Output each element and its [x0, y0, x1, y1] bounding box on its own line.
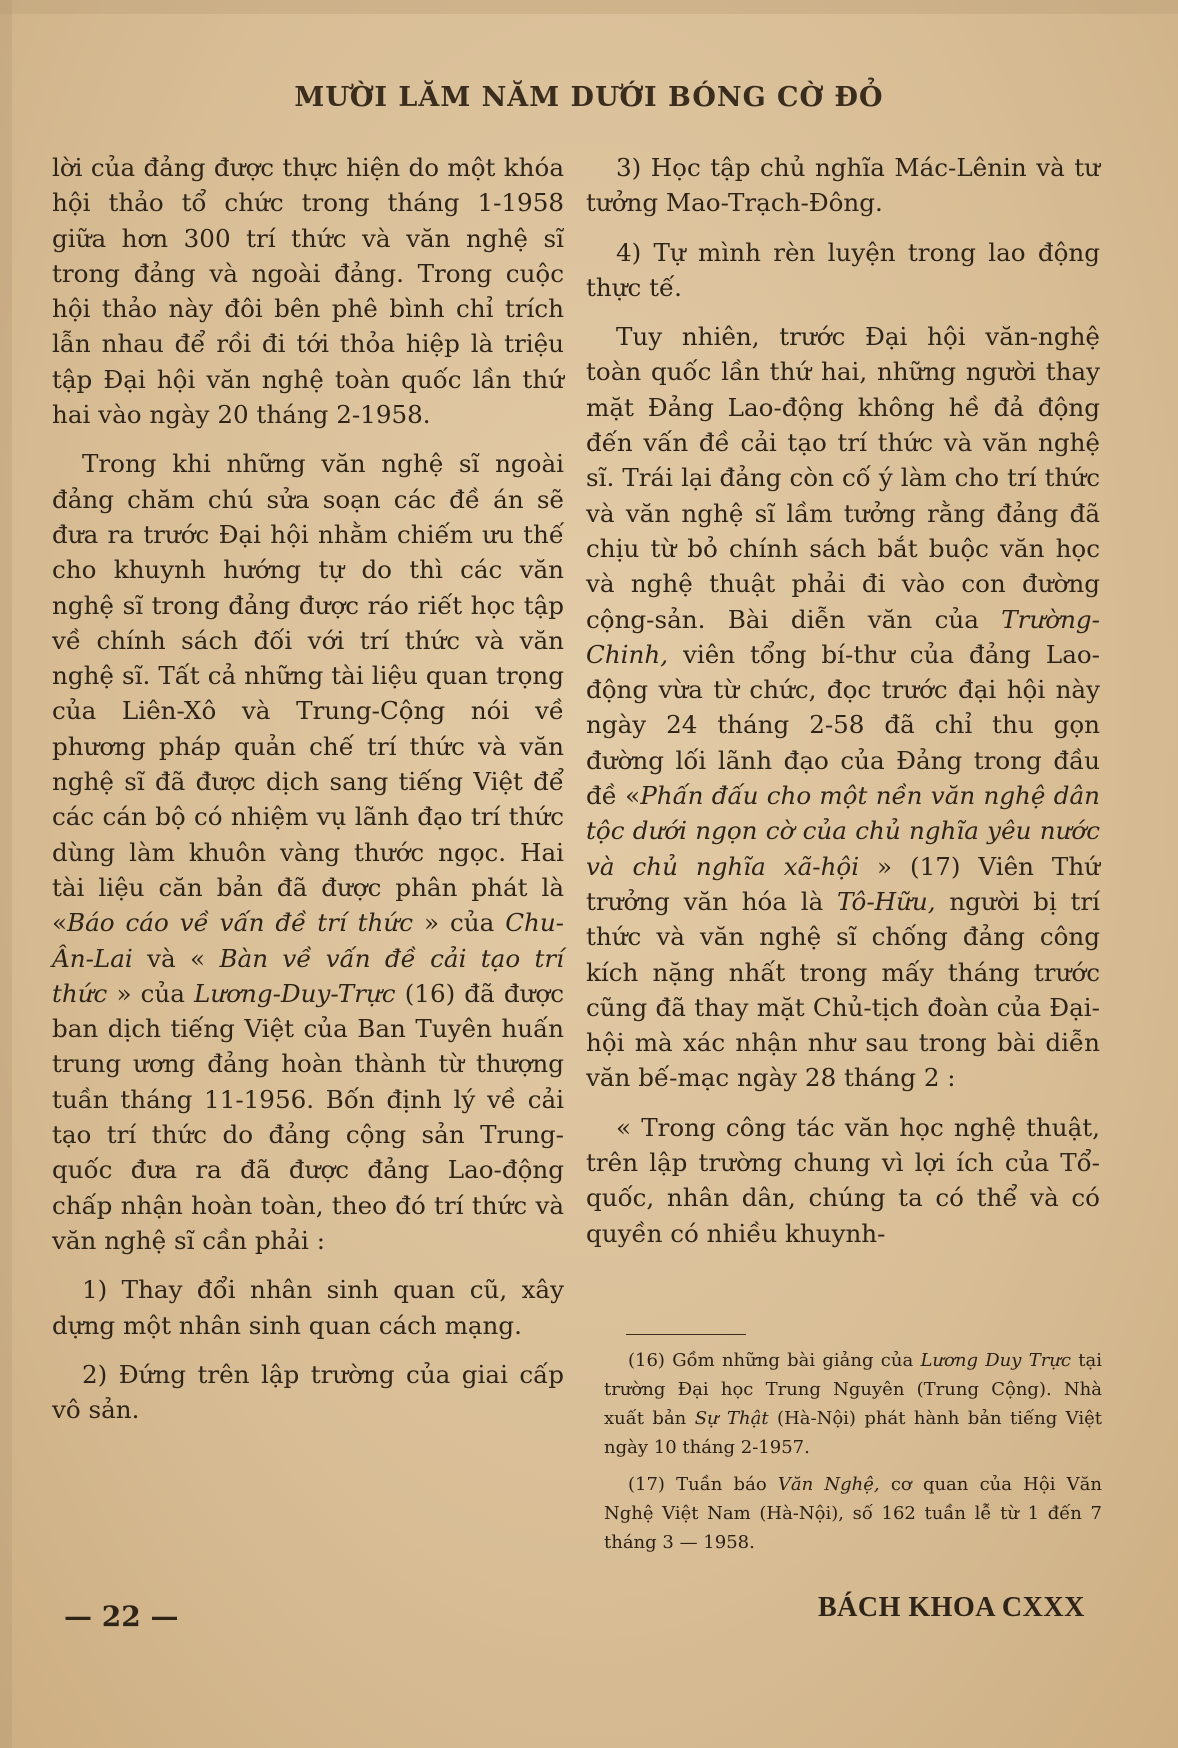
- title-italic: Bàn về vấn đề cải tạo trí thức: [52, 943, 564, 1008]
- list-item: 2) Đứng trên lập trường của giai cấp vô sản.: [52, 1359, 564, 1425]
- name-italic: Trường-Chinh,: [586, 604, 1100, 669]
- publication-footer: BÁCH KHOA CXXX: [818, 1592, 1085, 1623]
- title-italic: Báo cáo về vấn đề trí thức: [67, 908, 414, 938]
- name-italic: Chu-Ân-Lai: [52, 908, 564, 973]
- list-item: 3) Học tập chủ nghĩa Mác-Lênin và tư tưởng Mao-Trạch-Đông.: [586, 153, 1100, 218]
- paragraph: Tuy nhiên, trước Đại hội văn-nghệ toàn quốc lần thứ hai, những người thay mặt Đảng Lao-động không hề đả động đến vấn đề cải tạo trí thức và văn nghệ sĩ. Trái lại đảng còn cố ý làm cho trí thức và văn nghệ sĩ lầm tưởng rằng đảng đã chịu từ bỏ chính sách bắt buộc văn học và nghệ thuật phải đi vào con đường cộng-sản. Bài diễn văn của Trường-Chinh, viên tổng bí-thư của đảng Lao-động vừa từ chức, đọc trước đại hội này ngày 24 tháng 2-58 đã chỉ thu gọn đường lối lãnh đạo của Đảng trong đầu đề «Phấn đấu cho một nền văn nghệ dân tộc dưới ngọn cờ của chủ nghĩa yêu nước và chủ nghĩa xã-hội » (17) Viên Thứ trưởng văn hóa là Tô-Hữu, người bị trí thức và văn nghệ sĩ chống đảng công kích nặng nhất trong mấy tháng trước cũng đã thay mặt Chủ-tịch đoàn của Đại-hội mà xác nhận như sau trong bài diễn văn bế-mạc ngày 28 tháng 2 :: [586, 322, 1101, 1093]
- paragraph: lời của đảng được thực hiện do một khóa hội thảo tổ chức trong tháng 1-1958 giữa hơn 300 trí thức và văn nghệ sĩ trong đảng và ngoài đảng. Trong cuộc hội thảo này đôi bên phê bình chỉ trích lẫn nhau để rồi đi tới thỏa hiệp là triệu tập Đại hội văn nghệ toàn quốc lần thứ hai vào ngày 20 tháng 2-1958.: [52, 153, 564, 430]
- right-column: [586, 150, 1100, 1265]
- scan-edge-left: [0, 0, 12, 1748]
- footnotes: [604, 1346, 1102, 1565]
- page-number: — 22 —: [64, 1600, 179, 1633]
- name-italic: Lương-Duy-Trực: [194, 978, 396, 1008]
- footnote: (17) Tuần báo Văn Nghệ, cơ quan của Hội Văn Nghệ Việt Nam (Hà-Nội), số 162 tuần lễ từ 1 đến 7 tháng 3 — 1958.: [604, 1474, 1102, 1553]
- list-item: 4) Tự mình rèn luyện trong lao động thực tế.: [586, 237, 1100, 302]
- paragraph: Trong khi những văn nghệ sĩ ngoài đảng chăm chú sửa soạn các đề án sẽ đưa ra trước Đại hội nhằm chiếm ưu thế cho khuynh hướng tự do thì các văn nghệ sĩ trong đảng được ráo riết học tập về chính sách đối với trí thức và văn nghệ sĩ. Tất cả những tài liệu quan trọng của Liên-Xô và Trung-Cộng nói về phương pháp quản chế trí thức và văn nghệ sĩ đã được dịch sang tiếng Việt để các cán bộ có nhiệm vụ lãnh đạo trí thức dùng làm khuôn vàng thước ngọc. Hai tài liệu căn bản đã được phân phát là «Báo cáo về vấn đề trí thức » của Chu-Ân-Lai và « Bàn về vấn đề cải tạo trí thức » của Lương-Duy-Trực (16) đã được ban dịch tiếng Việt của Ban Tuyên huấn trung ương đảng hoàn thành từ thượng tuần tháng 11-1956. Bốn định lý về cải tạo trí thức do đảng cộng sản Trung-quốc đưa ra đã được đảng Lao-động chấp nhận hoàn toàn, theo đó trí thức và văn nghệ sĩ cần phải :: [52, 449, 564, 1255]
- paragraph: « Trong công tác văn học nghệ thuật, trên lập trường chung vì lợi ích của Tổ-quốc, nhân dân, chúng ta có thể và có quyền có nhiều khuynh-: [586, 1112, 1100, 1248]
- name-italic: Tô-Hữu,: [837, 886, 936, 916]
- scan-edge-top: [0, 0, 1178, 14]
- title-italic: Phấn đấu cho một nền văn nghệ dân tộc dưới ngọn cờ của chủ nghĩa yêu nước và chủ nghĩa xã-hội: [586, 781, 1100, 881]
- left-column: [52, 150, 564, 1441]
- list-item: 1) Thay đổi nhân sinh quan cũ, xây dựng một nhân sinh quan cách mạng.: [52, 1275, 564, 1340]
- footnote: (16) Gồm những bài giảng của Lương Duy Trực tại trường Đại học Trung Nguyên (Trung Cộng). Nhà xuất bản Sự Thật (Hà-Nội) phát hành bản tiếng Việt ngày 10 tháng 2-1957.: [604, 1350, 1102, 1458]
- footnote-rule: [626, 1334, 746, 1335]
- running-head: MƯỜI LĂM NĂM DƯỚI BÓNG CỜ ĐỎ: [294, 82, 884, 113]
